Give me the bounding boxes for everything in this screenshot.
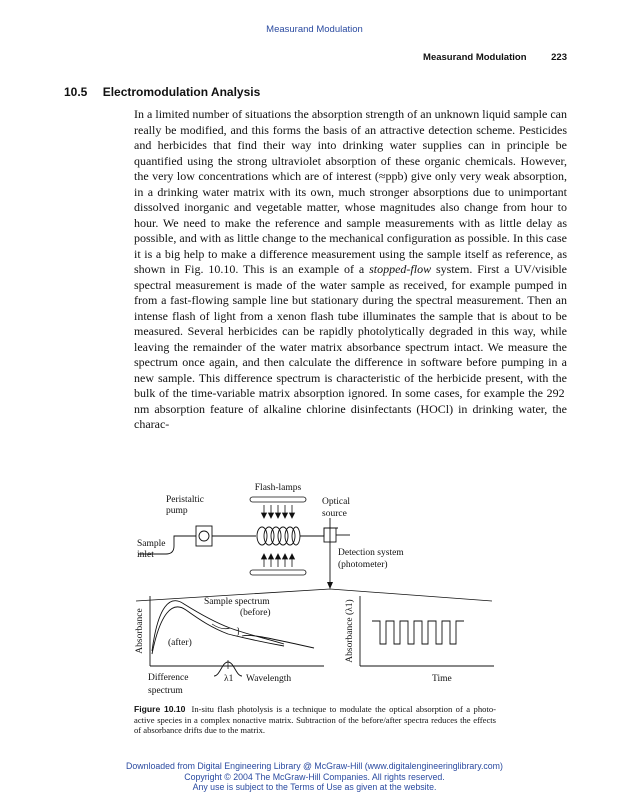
label-lambda1: λ1 (224, 674, 234, 684)
label-peristaltic: Peristaltic (166, 495, 204, 505)
running-header (423, 52, 567, 63)
label-pump: pump (166, 506, 188, 516)
section-number: 10.5 (64, 85, 88, 99)
label-detection-system: Detection system (338, 548, 404, 558)
label-sample: Sample (137, 539, 166, 549)
figure-caption (134, 704, 496, 736)
absorbance-square-wave (372, 621, 464, 644)
body-text-part1: In a limited number of situations the absorption strength of an unknown liquid sample can really be modified, and this forms the basis of an attractive detection scheme. Pesticides and herbicides that find their way into drinking water supplies can in principle be quantified using the strong ultraviolet absorption of these organic chemicals. However, the very low concentrations which are of interest (≈ppb) give only very weak absorption, in a drinking water matrix with its own, much stronger absorptions due to unimportant dissolved inorganic and vegetable matter, whose magnitudes also change from hour to hour. We need to make the reference and sample measurements with as little delay as possible, and with as little change to the mechanical configuration as possible. In this case it is a big help to make a difference measurement using the sample itself as reference, as shown in Fig. 10.10. This is an example of a (134, 107, 567, 276)
section-title: Electromodulation Analysis (102, 85, 261, 99)
label-time: Time (432, 674, 452, 684)
label-after: (after) (168, 638, 192, 648)
label-absorbance-axis: Absorbance (135, 608, 145, 654)
sample-coil (257, 527, 300, 545)
label-brace: } (236, 627, 241, 637)
footer-download-line: Downloaded from Digital Engineering Library @ McGraw-Hill (www.digitalengineeringlibrary.com) (126, 761, 503, 771)
label-wavelength: Wavelength (246, 674, 292, 684)
flash-arrows-up (262, 554, 295, 567)
figure-caption-text: In-situ flash photolysis is a technique to modulate the optical absorption of a photo-active species in a complex nonactive matrix. Subtraction of the before/after spectra reduces the effects of absorbance drifts due to the matrix. (134, 704, 496, 736)
label-sample-spectrum: Sample spectrum (204, 597, 270, 607)
body-paragraph (134, 107, 567, 433)
flash-arrows-down (262, 505, 295, 518)
footer-terms-line: Any use is subject to the Terms of Use as given at the website. (192, 782, 437, 792)
running-header-title: Measurand Modulation (423, 52, 527, 63)
body-text-part2: system. First a UV/visible spectral measurement is made of the water sample as received, for example pumped in from a fast-flowing sample line but stationary during the spectral measurement. Then an intense flash of light from a xenon flash tube illuminates the sample that is about to be measured. Several herbicides can be rapidly photolytically degraded in this way, while leaving the remainder of the water matrix absorbance spectrum intact. We measure the spectrum once again, and then calculate the difference in software before pumping in a new sample. This difference spectrum is characteristic of the herbicide present, with the bulk of the time-variable matrix absorption ignored. In some cases, for example the 292 nm absorption feature of alkaline chlorine disinfectants (HOCl) in drinking water, the charac- (134, 262, 568, 431)
label-source: source (322, 509, 347, 519)
sample-flow-line (138, 528, 338, 554)
label-photometer: (photometer) (338, 560, 388, 570)
section-heading (64, 85, 260, 99)
footer-copyright-line: Copyright © 2004 The McGraw-Hill Companies. All rights reserved. (184, 771, 445, 782)
download-footer (0, 761, 629, 793)
body-text-emphasis: stopped-flow (369, 262, 432, 276)
page-number: 223 (551, 52, 567, 63)
flash-lamp-top (250, 497, 306, 502)
detector-arrow (327, 582, 333, 589)
label-optical: Optical (322, 497, 350, 507)
label-before: (before) (240, 608, 271, 618)
figure-caption-number: Figure 10.10 (134, 704, 186, 714)
spectrum-tail (242, 635, 314, 648)
label-absorbance-lambda-axis: Absorbance (λ1) (345, 599, 355, 663)
flash-lamp-bottom (250, 570, 306, 575)
pump-box (196, 526, 212, 546)
zoom-lines (136, 589, 492, 601)
label-inlet: inlet (137, 550, 154, 560)
figure-10-10 (134, 476, 504, 704)
label-flash-lamps: Flash-lamps (254, 483, 302, 493)
figure-diagram (134, 476, 504, 704)
top-banner: Measurand Modulation (266, 24, 363, 35)
label-spectrum: spectrum (148, 686, 183, 696)
label-difference: Difference (148, 673, 189, 683)
